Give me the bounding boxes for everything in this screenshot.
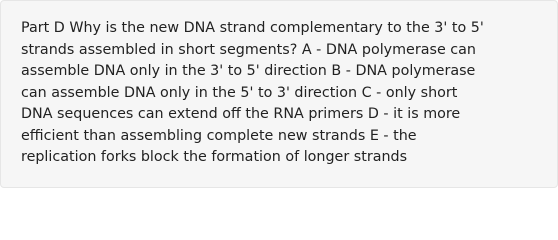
question-line: replication forks block the formation of longer strands bbox=[21, 149, 408, 165]
question-line: DNA sequences can extend off the RNA primers D - it is more bbox=[21, 106, 461, 122]
question-line: Part D Why is the new DNA strand complementary to the 3' to 5' bbox=[21, 20, 484, 36]
question-line: strands assembled in short segments? A - DNA polymerase can bbox=[21, 41, 476, 58]
question-line: assemble DNA only in the 3' to 5' direction B - DNA polymerase bbox=[21, 63, 476, 79]
question-line: efficient than assembling complete new strands E - the bbox=[21, 127, 417, 144]
question-text bbox=[21, 18, 545, 169]
question-line: can assemble DNA only in the 5' to 3' direction C - only short bbox=[21, 84, 458, 101]
